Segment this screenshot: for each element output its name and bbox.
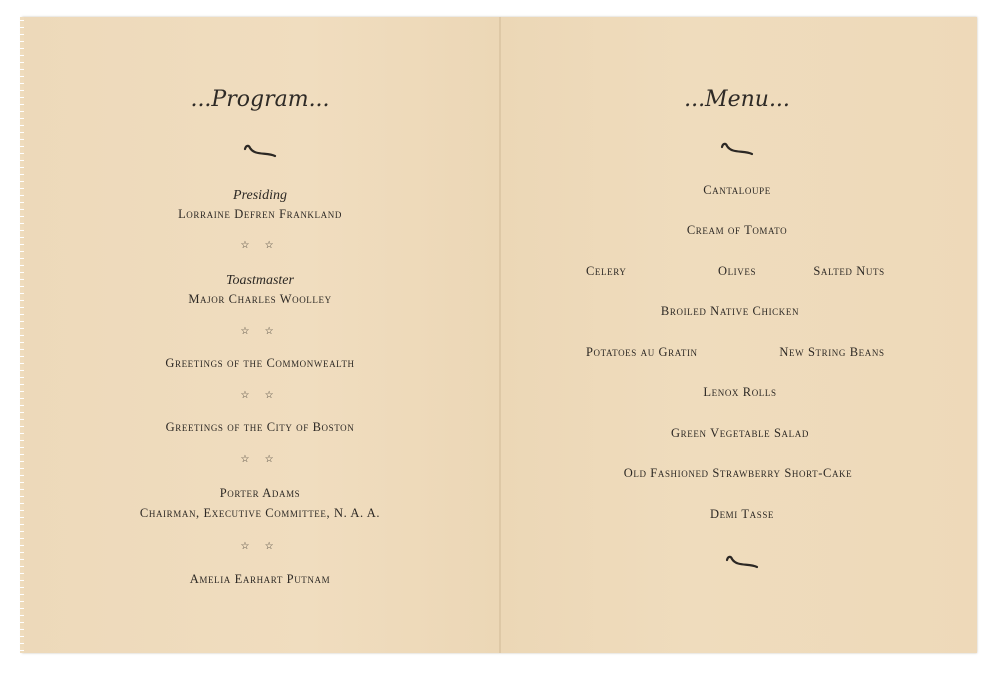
speaker-title: Chairman, Executive Committee, N. A. A. — [139, 506, 381, 520]
menu-card — [22, 17, 977, 653]
presiding-label: Presiding — [233, 188, 287, 203]
center-fold — [499, 17, 501, 653]
toastmaster-name: Major Charles Woolley — [188, 292, 332, 306]
greetings-commonwealth: Greetings of the Commonwealth — [165, 356, 355, 370]
swash-ornament-icon — [725, 555, 759, 571]
greetings-city: Greetings of the City of Boston — [165, 420, 355, 434]
menu-item-potatoes: Potatoes au Gratin — [586, 345, 698, 359]
menu-item-rolls: Lenox Rolls — [703, 385, 777, 399]
presiding-name: Lorraine Defren Frankland — [178, 207, 342, 221]
menu-item-olives: Olives — [717, 264, 757, 278]
menu-item-celery: Celery — [586, 264, 627, 278]
deckle-edge — [20, 17, 24, 653]
menu-item-dessert: Old Fashioned Strawberry Short-Cake — [623, 466, 853, 480]
toastmaster-label: Toastmaster — [226, 273, 294, 288]
menu-item-beans: New String Beans — [779, 345, 885, 359]
menu-item-nuts: Salted Nuts — [813, 264, 885, 278]
menu-item-soup: Cream of Tomato — [686, 223, 788, 237]
star-divider-icon: ☆ ☆ — [240, 240, 280, 251]
menu-item-chicken: Broiled Native Chicken — [660, 304, 800, 318]
menu-item-cantaloupe: Cantaloupe — [703, 183, 771, 197]
swash-ornament-icon — [720, 142, 754, 158]
menu-item-coffee: Demi Tasse — [709, 507, 775, 521]
star-divider-icon: ☆ ☆ — [240, 390, 280, 401]
menu-item-salad: Green Vegetable Salad — [671, 426, 809, 440]
swash-ornament-icon — [243, 144, 277, 160]
star-divider-icon: ☆ ☆ — [240, 454, 280, 465]
star-divider-icon: ☆ ☆ — [240, 326, 280, 337]
program-heading: ...Program... — [190, 87, 330, 112]
guest-name: Amelia Earhart Putnam — [189, 572, 331, 586]
menu-heading: ...Menu... — [684, 87, 790, 112]
star-divider-icon: ☆ ☆ — [240, 541, 280, 552]
speaker-name: Porter Adams — [219, 486, 301, 500]
